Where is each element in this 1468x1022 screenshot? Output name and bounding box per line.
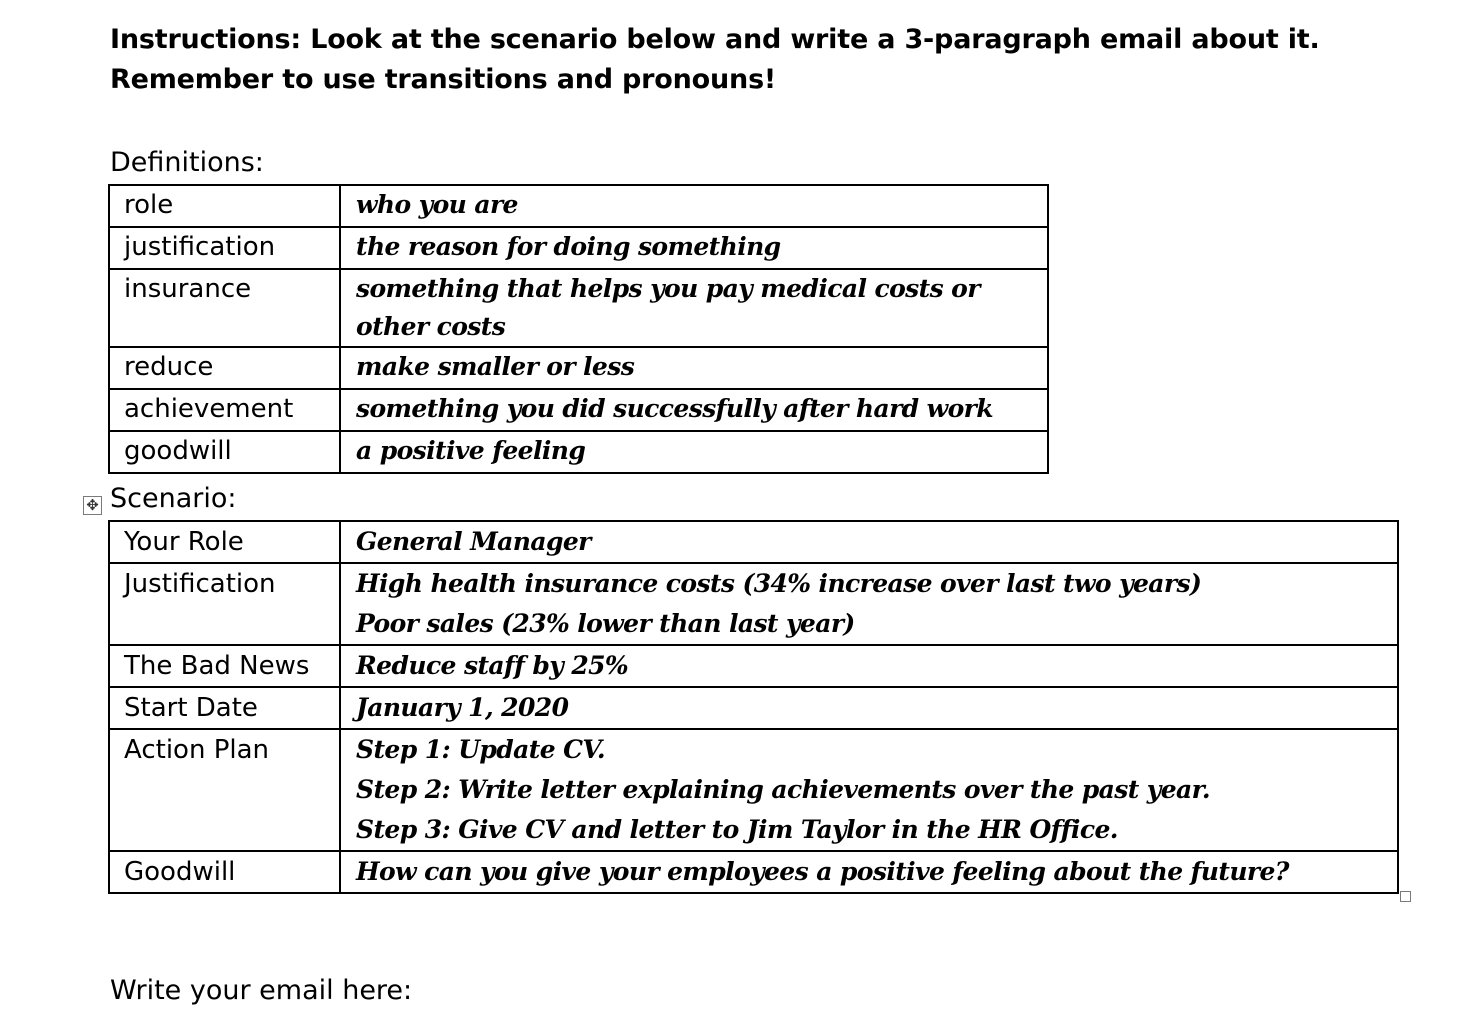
definition-term: goodwill (109, 431, 340, 473)
scenario-detail-line: Step 1: Update CV. (356, 735, 605, 764)
definition-term: achievement (109, 389, 340, 431)
definition-text: something that helps you pay medical costs or other costs (340, 269, 1048, 347)
table-move-icon[interactable]: ✥ (83, 496, 102, 515)
scenario-term-label: The Bad News (124, 651, 310, 681)
scenario-detail (340, 729, 1398, 851)
definition-term: justification (109, 227, 340, 269)
definitions-table (108, 184, 1049, 474)
definitions-label: Definitions: (110, 147, 264, 178)
scenario-detail-line: How can you give your employees a positive feeling about the future? (356, 857, 1289, 886)
definition-row (109, 389, 1048, 431)
scenario-term (109, 687, 340, 729)
scenario-row (109, 563, 1398, 645)
scenario-term-label: Start Date (124, 693, 258, 723)
scenario-label: Scenario: (110, 483, 237, 514)
definition-term: reduce (109, 347, 340, 389)
scenario-row (109, 851, 1398, 893)
table-resize-handle-icon[interactable] (1400, 891, 1411, 902)
scenario-term-label: Your Role (124, 527, 244, 557)
scenario-row (109, 687, 1398, 729)
scenario-term-label: Goodwill (124, 857, 236, 887)
scenario-detail (340, 687, 1398, 729)
scenario-detail-line: General Manager (356, 527, 591, 556)
instructions-heading (110, 20, 1410, 100)
scenario-row (109, 521, 1398, 563)
scenario-detail-line: January 1, 2020 (356, 693, 569, 722)
definition-text: the reason for doing something (340, 227, 1048, 269)
scenario-term (109, 563, 340, 645)
definition-row (109, 269, 1048, 347)
definition-text: who you are (340, 185, 1048, 227)
definition-row (109, 227, 1048, 269)
scenario-table (108, 520, 1399, 894)
scenario-term (109, 521, 340, 563)
instructions-line-2: Remember to use transitions and pronouns! (110, 64, 777, 95)
scenario-term-label: Action Plan (124, 735, 270, 765)
email-prompt-label: Write your email here: (110, 975, 413, 1006)
definition-text: something you did successfully after hard work (340, 389, 1048, 431)
scenario-term (109, 851, 340, 893)
definition-row (109, 185, 1048, 227)
definition-term: insurance (109, 269, 340, 347)
scenario-term-label: Justification (124, 569, 276, 599)
scenario-detail-line: High health insurance costs (34% increase over last two years) (356, 569, 1202, 598)
scenario-detail (340, 645, 1398, 687)
scenario-detail-line: Step 3: Give CV and letter to Jim Taylor in the HR Office. (356, 815, 1118, 844)
scenario-row (109, 645, 1398, 687)
scenario-detail-line: Step 2: Write letter explaining achievements over the past year. (356, 775, 1211, 804)
scenario-detail (340, 563, 1398, 645)
scenario-term (109, 645, 340, 687)
definition-text: a positive feeling (340, 431, 1048, 473)
scenario-detail (340, 851, 1398, 893)
scenario-term (109, 729, 340, 851)
instructions-line-1: Instructions: Look at the scenario below and write a 3-paragraph email about it. (110, 24, 1320, 55)
definition-row (109, 431, 1048, 473)
definition-row (109, 347, 1048, 389)
scenario-detail (340, 521, 1398, 563)
scenario-detail-line: Poor sales (23% lower than last year) (356, 609, 855, 638)
definition-text: make smaller or less (340, 347, 1048, 389)
scenario-detail-line: Reduce staff by 25% (356, 651, 629, 680)
definition-term: role (109, 185, 340, 227)
scenario-row (109, 729, 1398, 851)
